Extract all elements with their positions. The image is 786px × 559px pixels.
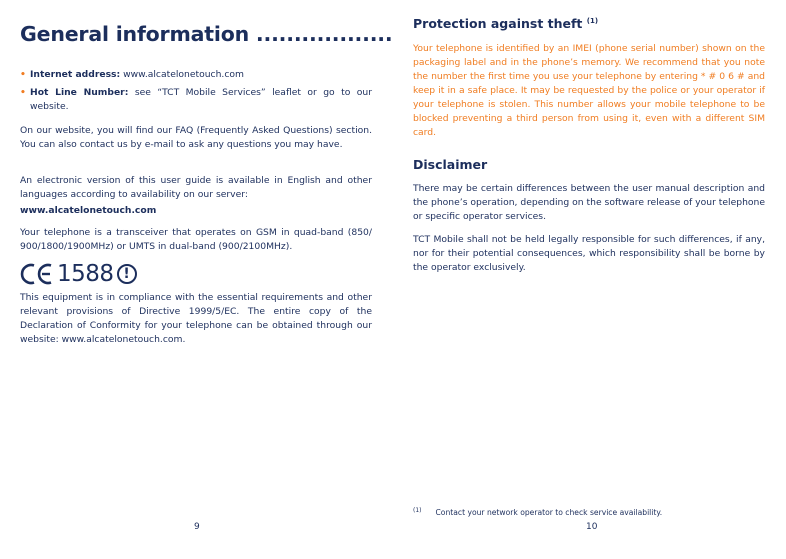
electronic-version-paragraph: An electronic version of this user guide is available in English and other languages according to availability on our server: xyxy=(20,175,372,200)
disclaimer-paragraph-1: There may be certain differences between the user manual description and the phone’s operation, depending on the software release of your telephone or specific operator services. xyxy=(413,183,765,222)
ce-certification-mark xyxy=(20,261,137,287)
footnote-text: Contact your network operator to check service availability. xyxy=(435,508,663,517)
page-heading: General information .................. xyxy=(20,22,393,46)
list-item xyxy=(20,86,372,114)
faq-paragraph: On our website, you will find our FAQ (Frequently Asked Questions) section. You can also contact us by e-mail to ask any questions you may have. xyxy=(20,125,372,150)
transceiver-paragraph: Your telephone is a transceiver that operates on GSM in quad-band (850/ 900/1800/1900MHz) or UMTS in dual-band (900/2100MHz). xyxy=(20,227,372,252)
contact-bullets xyxy=(20,68,372,114)
alert-class-icon: ! xyxy=(117,264,137,284)
disclaimer-paragraph-2: TCT Mobile shall not be held legally responsible for such differences, if any, nor for their potential consequences, which responsibility shall be borne by the operator exclusively. xyxy=(413,234,765,273)
bullet-text: see “TCT Mobile Services” leaflet or go to our website. xyxy=(30,87,372,112)
page-number-left: 9 xyxy=(194,522,200,532)
page-number-right: 10 xyxy=(586,522,598,532)
server-url: www.alcatelonetouch.com xyxy=(20,205,157,216)
disclaimer-heading: Disclaimer xyxy=(413,157,488,172)
bullet-text: www.alcatelonetouch.com xyxy=(120,69,244,80)
list-item xyxy=(20,68,372,82)
left-page xyxy=(20,0,393,559)
theft-heading-text: Protection against theft xyxy=(413,16,583,31)
right-page xyxy=(413,0,765,559)
theft-heading xyxy=(413,16,598,31)
notified-body-number: 1588 xyxy=(57,261,114,287)
ce-logo-icon xyxy=(20,262,54,286)
theft-paragraph: Your telephone is identified by an IMEI (phone serial number) shown on the packaging label and in the phone’s memory. We recommend that you note the number the first time you use your telephone by entering * # 0 6 # and keep it in a safe place. It may be requested by the police or your operator if your telephone is stolen. This number allows your mobile telephone to be blocked preventing a third person from using it, even with a different SIM card. xyxy=(413,43,765,138)
theft-footnote-ref: (1) xyxy=(586,17,599,25)
bullet-icon: • xyxy=(20,87,26,98)
footnote-marker: (1) xyxy=(413,507,422,514)
bullet-label: Internet address: xyxy=(30,69,121,80)
bullet-icon: • xyxy=(20,69,26,80)
bullet-label: Hot Line Number: xyxy=(30,87,129,98)
compliance-paragraph: This equipment is in compliance with the essential requirements and other relevant provisions of Directive 1999/5/EC. The entire copy of the Declaration of Conformity for your telephone can be obtained through our website: www.alcatelonetouch.com. xyxy=(20,292,372,345)
footnote xyxy=(413,507,662,517)
